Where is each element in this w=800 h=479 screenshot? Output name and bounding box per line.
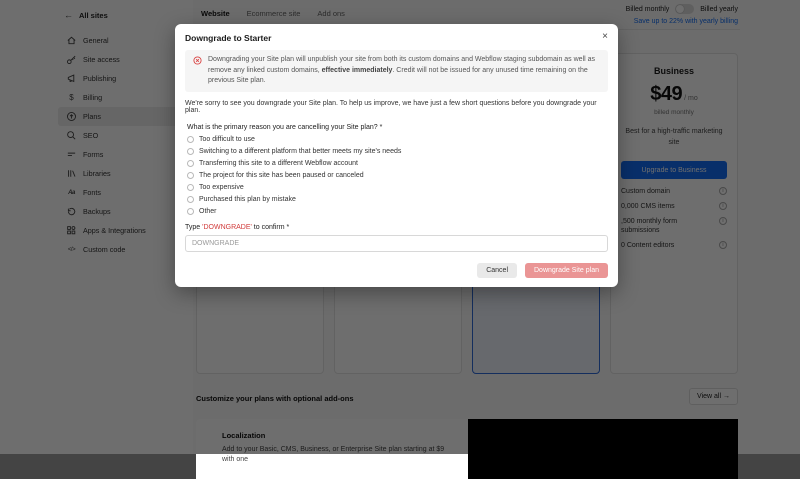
- reason-option[interactable]: Too difficult to use: [187, 136, 608, 143]
- reason-option[interactable]: Switching to a different platform that better meets my site's needs: [187, 148, 608, 155]
- radio-icon[interactable]: [187, 196, 194, 203]
- downgrade-confirm-input[interactable]: [185, 235, 608, 252]
- downgrade-site-plan-button[interactable]: Downgrade Site plan: [525, 263, 608, 278]
- close-icon[interactable]: ×: [602, 31, 608, 42]
- radio-icon[interactable]: [187, 184, 194, 191]
- warning-banner: [185, 50, 608, 92]
- error-circle-icon: [193, 56, 202, 67]
- modal-intro-text: We're sorry to see you downgrade your Site plan. To help us improve, we have just a few short questions before you downgrade your plan.: [185, 99, 597, 114]
- modal-title: Downgrade to Starter: [185, 33, 272, 43]
- reason-option[interactable]: The project for this site has been paused or canceled: [187, 172, 608, 179]
- radio-icon[interactable]: [187, 160, 194, 167]
- cancel-button[interactable]: Cancel: [477, 263, 517, 278]
- reason-options: [187, 136, 608, 215]
- radio-icon[interactable]: [187, 172, 194, 179]
- reason-option[interactable]: Transferring this site to a different Webflow account: [187, 160, 608, 167]
- reason-option[interactable]: Purchased this plan by mistake: [187, 196, 608, 203]
- radio-icon[interactable]: [187, 148, 194, 155]
- radio-icon[interactable]: [187, 208, 194, 215]
- confirm-instruction: Type 'DOWNGRADE' to confirm *: [185, 223, 290, 231]
- reason-question-label: What is the primary reason you are cancelling your Site plan? *: [187, 123, 383, 131]
- downgrade-modal: [175, 24, 618, 287]
- addon-description: with one: [222, 456, 249, 464]
- reason-option[interactable]: Too expensive: [187, 184, 608, 191]
- reason-option[interactable]: Other: [187, 208, 608, 215]
- warning-text: Downgrading your Site plan will unpublish your site from both its custom domains and Webflow staging subdomain as well as remove any linked custom domains, effective immediately. Credit will not be issued for any unused time remaining on the previous Site plan.: [208, 56, 596, 84]
- radio-icon[interactable]: [187, 136, 194, 143]
- downgrade-keyword: 'DOWNGRADE': [202, 223, 252, 231]
